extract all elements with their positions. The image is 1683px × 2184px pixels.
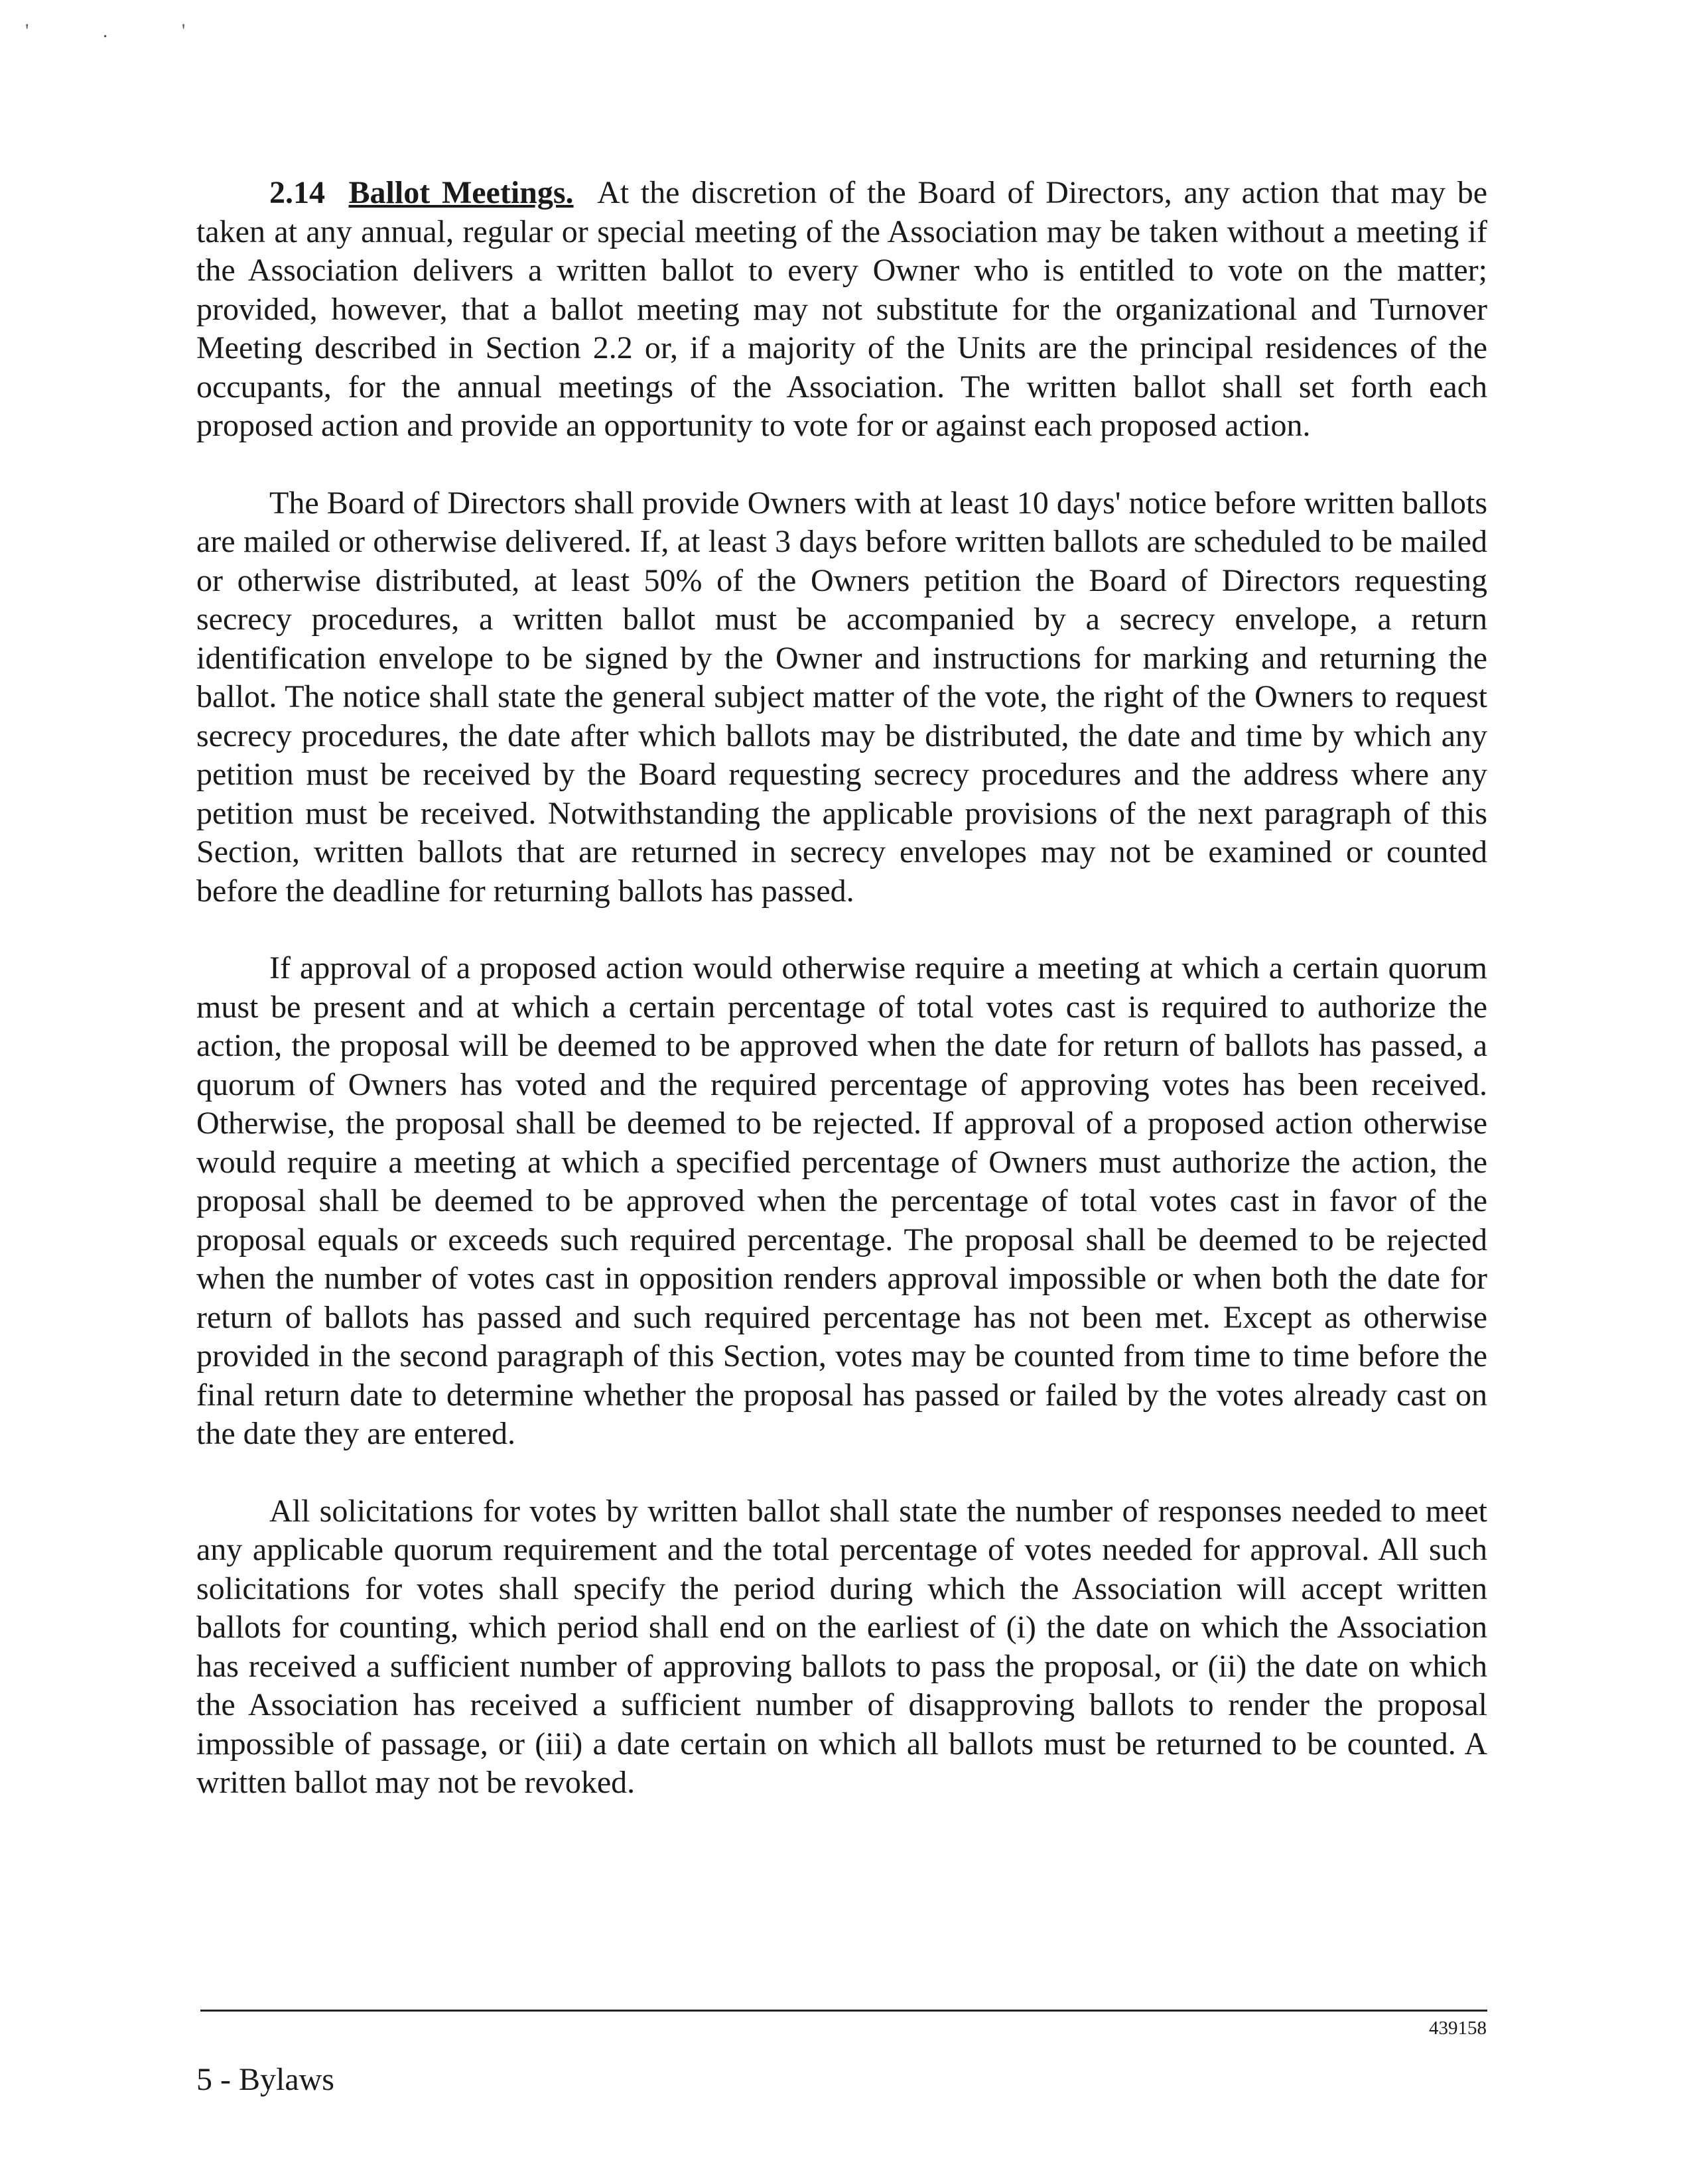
document-number: 439158 bbox=[1429, 2018, 1487, 2039]
paragraph-notice: The Board of Directors shall provide Owners with at least 10 days' notice before written ballots are mailed or otherwise delivered. If, at least 3 days before written ballots are scheduled to be mailed or otherwise distributed, at least 50% of the Owners petition the Board of Directors requesting secrecy procedures, a written ballot must be accompanied by a secrecy envelope, a return identification envelope to be signed by the Owner and instructions for marking and returning the ballot. The notice shall state the general subject matter of the vote, the right of the Owners to request secrecy procedures, the date after which ballots may be distributed, the date and time by which any petition must be received by the Board requesting secrecy procedures and the address where any petition must be received. Notwithstanding the applicable provisions of the next paragraph of this Section, written ballots that are returned in secrecy envelopes may not be examined or counted before the deadline for returning ballots has passed. bbox=[196, 485, 1487, 909]
footer-rule bbox=[200, 2010, 1487, 2012]
section-lead-text: At the discretion of the Board of Directors, any action that may be taken at any annual, regular or special meeting of the Association may be taken without a meeting if the Association delivers a written ballot to every Owner who is entitled to vote on the matter; provided, however, that a ballot meeting may not substitute for the organizational and Turnover Meeting described in Section 2.2 or, if a majority of the Units are the principal residences of the occupants, for the annual meetings of the Association. The written ballot shall set forth each proposed action and provide an opportunity to vote for or against each proposed action. bbox=[196, 175, 1488, 443]
paragraph-approval: If approval of a proposed action would otherwise require a meeting at which a certain quorum must be present and at which a certain percentage of total votes cast is required to authorize the action, the proposal will be deemed to be approved when the date for return of ballots has passed, a quorum of Owners has voted and the required percentage of approving votes has been received. Otherwise, the proposal shall be deemed to be rejected. If approval of a proposed action otherwise would require a meeting at which a specified percentage of Owners must authorize the action, the proposal shall be deemed to be approved when the percentage of total votes cast in favor of the proposal equals or exceeds such required percentage. The proposal shall be deemed to be rejected when the number of votes cast in opposition renders approval impossible or when both the date for return of ballots has passed and such required percentage has not been met. Except as otherwise provided in the second paragraph of this Section, votes may be counted from time to time before the final return date to determine whether the proposal has passed or failed by the votes already cast on the date they are entered. bbox=[196, 950, 1487, 1451]
scan-specks: ' . ' bbox=[25, 20, 220, 42]
section-number: 2.14 bbox=[269, 175, 325, 210]
paragraph-solicitations: All solicitations for votes by written ballot shall state the number of responses needed to meet any applicable quorum requirement and the total percentage of votes needed for approval. All such solicitations for votes shall specify the period during which the Association will accept written ballots for counting, which period shall end on the earliest of (i) the date on which the Association has received a sufficient number of approving ballots to pass the proposal, or (ii) the date on which the Association has received a sufficient number of disapproving ballots to render the proposal impossible of passage, or (iii) a date certain on which all ballots must be returned to be counted. A written ballot may not be revoked. bbox=[196, 1493, 1487, 1800]
section-title: Ballot Meetings. bbox=[348, 175, 574, 210]
document-body bbox=[196, 174, 1487, 1841]
footer-page-label: 5 - Bylaws bbox=[196, 2062, 334, 2097]
section-lead-paragraph bbox=[196, 174, 1487, 446]
